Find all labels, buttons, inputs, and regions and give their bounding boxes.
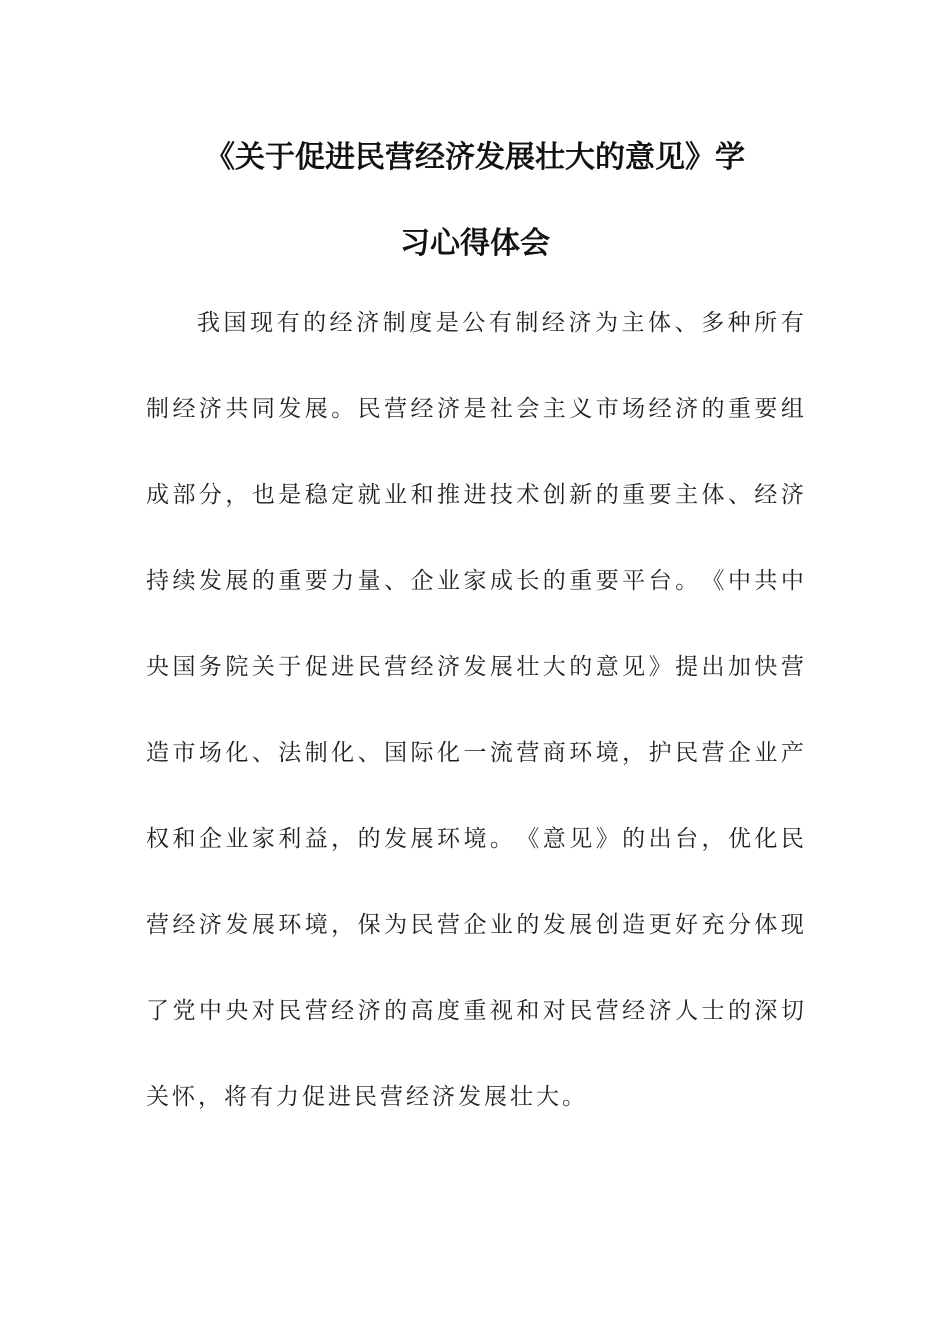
document-title-line-2: 习心得体会: [400, 226, 550, 261]
paragraph-line: 了 党 中 央 对 民 营 经 济 的 高 度 重 视 和 对 民 营 经 济 人 士 的 深 切: [146, 998, 804, 1024]
paragraph-line: 央 国 务 院 关 于 促 进 民 营 经 济 发 展 壮 大 的 意 见 》 提 出 加 快 营: [146, 654, 804, 680]
paragraph-line: 制 经 济 共 同 发 展 。 民 营 经 济 是 社 会 主 义 市 场 经 济 的 重 要 组: [146, 396, 804, 422]
paragraph-line: 持 续 发 展 的 重 要 力 量 、 企 业 家 成 长 的 重 要 平 台 。 《 中 共 中: [146, 568, 804, 594]
paragraph-line: 我 国 现 有 的 经 济 制 度 是 公 有 制 经 济 为 主 体 、 多 种 所 有: [197, 310, 804, 336]
paragraph-line: 成 部 分 ， 也 是 稳 定 就 业 和 推 进 技 术 创 新 的 重 要 主 体 、 经 济: [146, 482, 804, 508]
paragraph-line: 营 经 济 发 展 环 境 ， 保 为 民 营 企 业 的 发 展 创 造 更 好 充 分 体 现: [146, 912, 804, 938]
paragraph-line: 关怀，将有力促进民营经济发展壮大。: [146, 1084, 588, 1110]
paragraph-line: 造 市 场 化 、 法 制 化 、 国 际 化 一 流 营 商 环 境 ， 护 民 营 企 业 产: [146, 740, 804, 766]
document-title-line-1: 《关于促进民营经济发展壮大的意见》学: [205, 140, 745, 175]
paragraph-line: 权 和 企 业 家 利 益 ， 的 发 展 环 境 。 《 意 见 》 的 出 台 ， 优 化 民: [146, 826, 804, 852]
